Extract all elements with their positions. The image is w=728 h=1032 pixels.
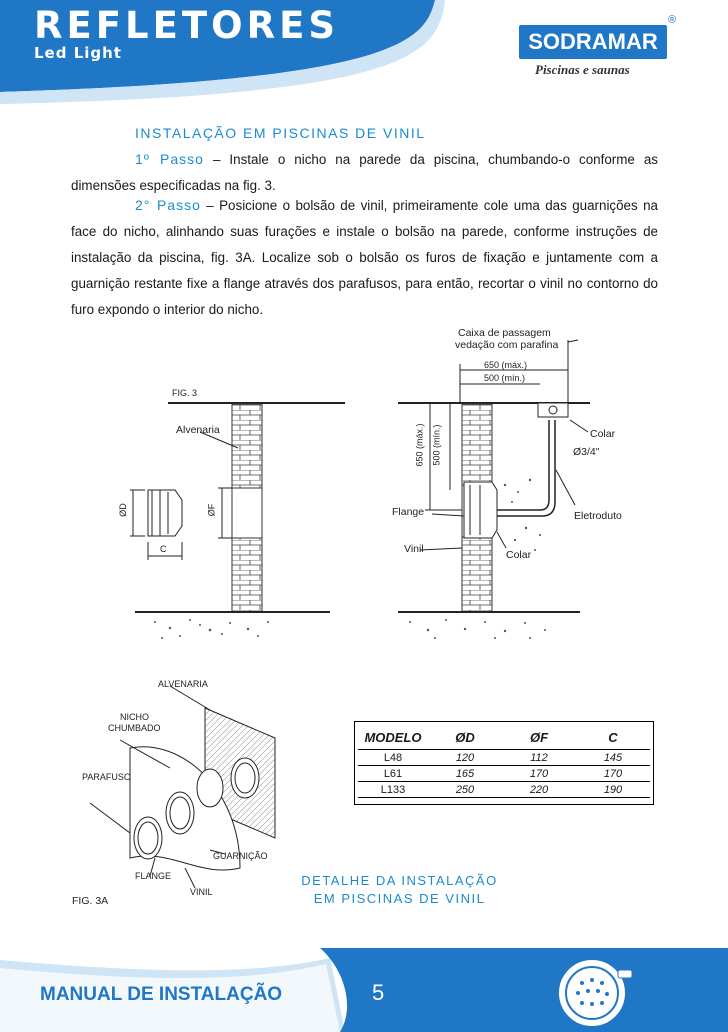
- header-subtitle: Led Light: [34, 44, 122, 62]
- table-header: ØD: [428, 725, 502, 750]
- fig3-dim-500: 500 (mín.): [484, 373, 526, 383]
- fig3-label-flange: Flange: [392, 506, 425, 518]
- table-cell: 190: [576, 782, 650, 798]
- fig3-vdim-500: 500 (mín.): [431, 424, 442, 466]
- detail-caption-line2: EM PISCINAS DE VINIL: [313, 891, 486, 906]
- table-cell: 170: [576, 766, 650, 782]
- table-cell: 112: [502, 750, 576, 766]
- fig3a-label-nicho-1: NICHO: [120, 712, 149, 722]
- fig3-caption: FIG. 3: [172, 388, 198, 398]
- fig3-label-colar-top: Colar: [590, 428, 616, 440]
- step-2-label: 2° Passo: [135, 197, 201, 213]
- table-cell: 145: [576, 750, 650, 766]
- fig3a-label-nicho-2: CHUMBADO: [108, 723, 161, 733]
- fig3-vdim-650: 650 (máx.): [414, 423, 425, 467]
- table-cell: 250: [428, 782, 502, 798]
- brand-tagline: Piscinas e saunas: [535, 62, 630, 77]
- brand-registered-mark: ®: [668, 14, 677, 26]
- table-cell: L61: [358, 766, 428, 782]
- header-title: REFLETORES: [34, 4, 339, 47]
- section-title: INSTALAÇÃO EM PISCINAS DE VINIL: [135, 125, 426, 141]
- table-cell: 120: [428, 750, 502, 766]
- table-row: [358, 766, 650, 782]
- table-header: MODELO: [358, 725, 428, 750]
- fig3-dim-650: 650 (máx.): [484, 360, 528, 370]
- fig3-diagram: [0, 320, 728, 650]
- detail-caption-line1: DETALHE DA INSTALAÇÃO: [301, 873, 498, 888]
- brand-logo: SODRAMAR: [519, 25, 667, 59]
- fig3-label-alvenaria: Alvenaria: [176, 424, 220, 436]
- table-row: [358, 782, 650, 798]
- fig3a-caption: FIG. 3A: [72, 895, 109, 907]
- fig3-label-vinil: Vinil: [404, 543, 424, 555]
- footer-manual-label: MANUAL DE INSTALAÇÃO: [40, 984, 283, 1005]
- step-2-paragraph: [71, 192, 658, 323]
- step-1-label: 1º Passo: [135, 151, 204, 167]
- fig3-label-caixa-1: Caixa de passagem: [458, 327, 551, 339]
- table-header: C: [576, 725, 650, 750]
- step-2-text: – Posicione o bolsão de vinil, primeiramente cole uma das guarnições na face do nicho, alinhando suas furações e instale o bolsão na parede, conforme instruções de instalação da piscina, fig. 3A. Localize sob o bolsão os furos de fixação e juntamente com a guarnição restante fixe a flange através dos parafusos, para então, recortar o vinil no contorno do furo expondo o interior do nicho.: [71, 198, 658, 317]
- table-cell: L133: [358, 782, 428, 798]
- fig3-label-caixa-2: vedação com parafina: [455, 339, 559, 351]
- table-row: [358, 750, 650, 766]
- fig3a-label-alvenaria: ALVENARIA: [158, 679, 208, 689]
- fig3-label-of: ØF: [206, 503, 217, 517]
- fig3a-label-parafuso: PARAFUSO: [82, 772, 131, 782]
- fig3-label-eletroduto: Eletroduto: [574, 510, 622, 522]
- table-header-row: [358, 725, 650, 750]
- table-cell: 220: [502, 782, 576, 798]
- fig3a-label-vinil: VINIL: [190, 887, 213, 897]
- table-header: ØF: [502, 725, 576, 750]
- model-table: [358, 725, 650, 798]
- fig3-label-o34: Ø3/4": [573, 446, 600, 458]
- fig3a-label-flange: FLANGE: [135, 871, 172, 881]
- step-1-text: – Instale o nicho na parede da piscina, chumbando-o conforme as dimensões especificadas na fig. 3.: [71, 152, 658, 193]
- fig3-label-colar-bottom: Colar: [506, 549, 532, 561]
- table-cell: 165: [428, 766, 502, 782]
- fig3-label-od: ØD: [117, 503, 128, 517]
- fig3-label-c: C: [160, 544, 167, 554]
- table-cell: L48: [358, 750, 428, 766]
- fig3a-label-guarnicao: GUARNIÇÃO: [213, 851, 268, 861]
- detail-caption: [292, 872, 507, 908]
- table-cell: 170: [502, 766, 576, 782]
- page-number: 5: [372, 980, 385, 1005]
